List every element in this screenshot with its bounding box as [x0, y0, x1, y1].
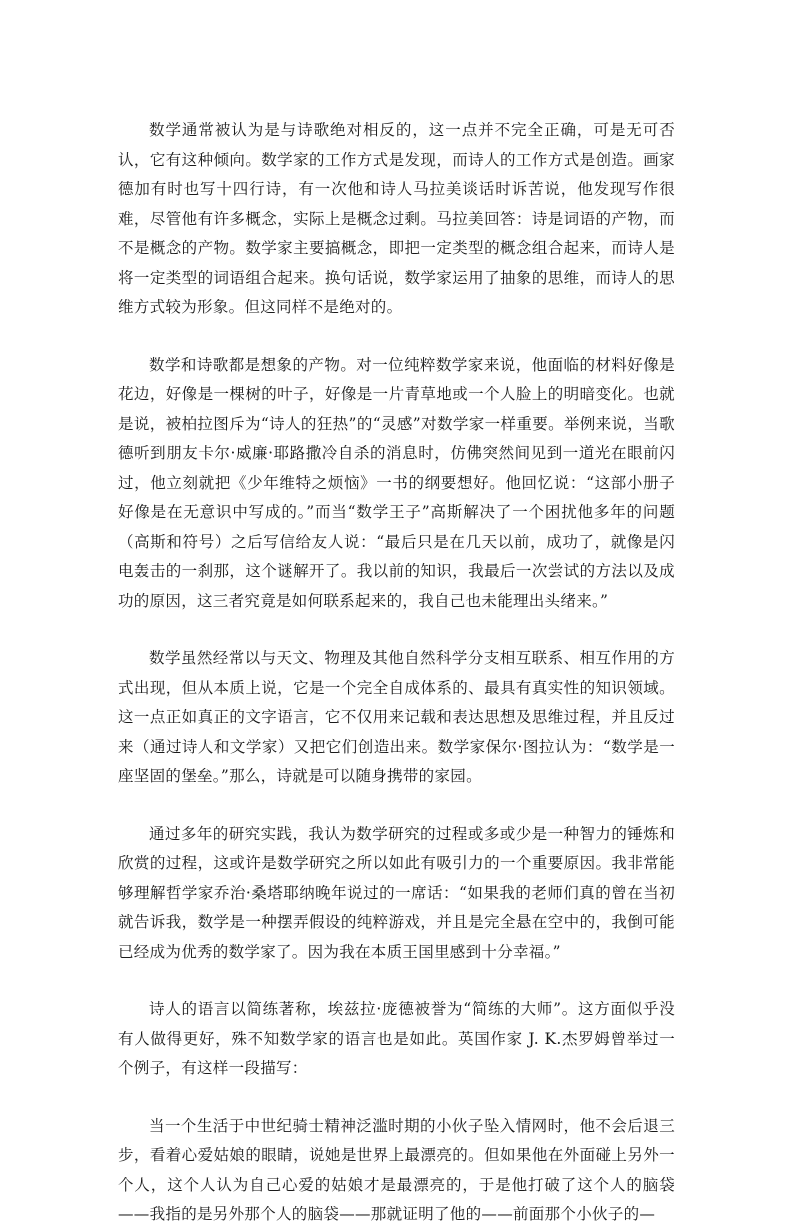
paragraph-2: 数学和诗歌都是想象的产物。对一位纯粹数学家来说，他面临的材料好像是花边，好像是一棵树的叶子，好像是一片青草地或一个人脸上的明暗变化。也就是说，被柏拉图斥为“诗人的狂热”的“灵感”对数学家一样重要。举例来说，当歌德听到朋友卡尔·威廉·耶路撒冷自杀的消息时，仿佛突然间见到一道光在眼前闪过，他立刻就把《少年维特之烦恼》一书的纲要想好。他回忆说：“这部小册子好像是在无意识中写成的。”而当“数学王子”高斯解决了一个困扰他多年的问题（高斯和符号）之后写信给友人说：“最后只是在几天以前，成功了，就像是闪电轰击的一刹那，这个谜解开了。我以前的知识，我最后一次尝试的方法以及成功的原因，这三者究竟是如何联系起来的，我自己也未能理出头绪来。” — [118, 355, 675, 610]
paragraph-1: 数学通常被认为是与诗歌绝对相反的，这一点并不完全正确，可是无可否认，它有这种倾向。数学家的工作方式是发现，而诗人的工作方式是创造。画家德加有时也写十四行诗，有一次他和诗人马拉美谈话时诉苦说，他发现写作很难，尽管他有许多概念，实际上是概念过剩。马拉美回答：诗是词语的产物，而不是概念的产物。数学家主要搞概念，即把一定类型的概念组合起来，而诗人是将一定类型的词语组合起来。换句话说，数学家运用了抽象的思维，而诗人的思维方式较为形象。但这同样不是绝对的。 — [118, 121, 675, 316]
paragraph-6: 当一个生活于中世纪骑士精神泛滥时期的小伙子坠入情网时，他不会后退三步，看着心爱姑娘的眼睛，说她是世界上最漂亮的。但如果他在外面碰上另外一个人，这个人认为自己心爱的姑娘才是最漂亮的，于是他打破了这个人的脑袋——我指的是另外那个人的脑袋——那就证明了他的——前面那个小伙子的— — [118, 1116, 675, 1223]
paragraph-4: 通过多年的研究实践，我认为数学研究的过程或多或少是一种智力的锤炼和欣赏的过程，这或许是数学研究之所以如此有吸引力的一个重要原因。我非常能够理解哲学家乔治·桑塔耶纳晚年说过的一席话：“如果我的老师们真的曾在当初就告诉我，数学是一种摆弄假设的纯粹游戏，并且是完全悬在空中的，我倒可能已经成为优秀的数学家了。因为我在本质王国里感到十分幸福。” — [118, 824, 675, 961]
article-body — [118, 116, 675, 1230]
paragraph-5: 诗人的语言以简练著称，埃兹拉·庞德被誉为“简练的大师”。这方面似乎没有人做得更好，殊不知数学家的语言也是如此。英国作家 J. K.杰罗姆曾举过一个例子，有这样一段描写： — [118, 1000, 675, 1077]
paragraph-3: 数学虽然经常以与天文、物理及其他自然科学分支相互联系、相互作用的方式出现，但从本质上说，它是一个完全自成体系的、最具有真实性的知识领域。这一点正如真正的文字语言，它不仅用来记载和表达思想及思维过程，并且反过来（通过诗人和文学家）又把它们创造出来。数学家保尔·图拉认为：“数学是一座坚固的堡垒。”那么，诗就是可以随身携带的家园。 — [118, 649, 675, 785]
